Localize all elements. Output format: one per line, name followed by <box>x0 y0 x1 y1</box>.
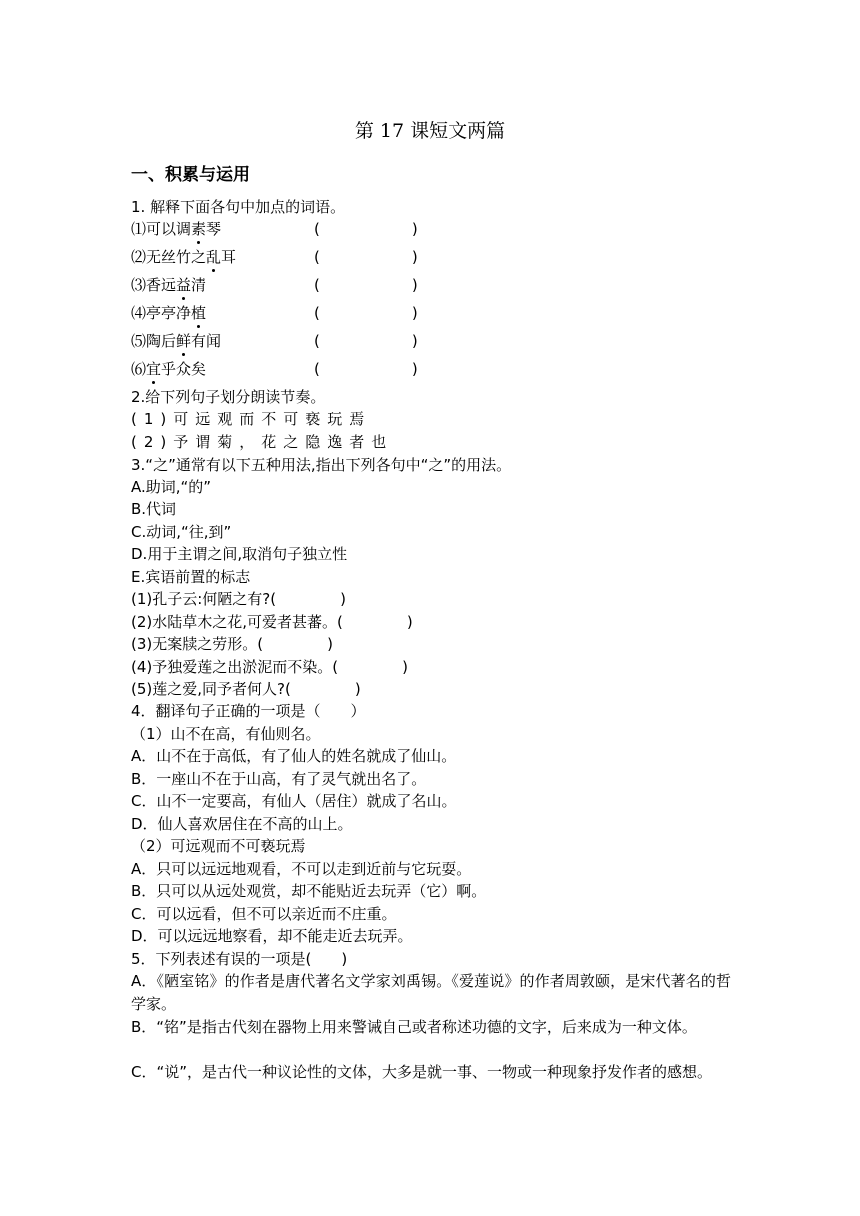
q3-item: (5)莲之爱,同予者何人?( ) <box>131 680 361 698</box>
q4-option: C．山不一定要高，有仙人（居住）就成了名山。 <box>131 792 457 810</box>
q4-option: A．山不在于高低，有了仙人的姓名就成了仙山。 <box>131 747 457 765</box>
q3-option: D.用于主谓之间,取消句子独立性 <box>131 545 348 563</box>
q2-stem: 2.给下列句子划分朗读节奏。 <box>131 388 326 406</box>
q3-item: (4)予独爱莲之出淤泥而不染。( ) <box>131 658 408 676</box>
q4-option: A．只可以远远地观看，不可以走到近前与它玩耍。 <box>131 860 472 878</box>
q3-option: B.代词 <box>131 500 177 518</box>
q3-item: (2)水陆草木之花,可爱者甚蕃。( ) <box>131 613 413 631</box>
q5-option: B．“铭”是指古代刻在器物上用来警诫自己或者称述功德的文字，后来成为一种文体。 <box>131 1018 697 1036</box>
q2-item: (2)予谓菊，花之隐逸者也 <box>131 433 394 451</box>
section-heading: 一、积累与运用 <box>131 165 250 185</box>
q4-option: B．一座山不在于山高，有了灵气就出名了。 <box>131 770 427 788</box>
q4-stem: 4．翻译句子正确的一项是（ ） <box>131 702 366 720</box>
page-title: 第 17 课短文两篇 <box>354 120 506 142</box>
q4-option: D．可以远远地察看，却不能走近去玩弄。 <box>131 927 413 945</box>
q3-stem: 3.“之”通常有以下五种用法,指出下列各句中“之”的用法。 <box>131 456 512 474</box>
emphasis-dot-char: 益 <box>176 276 192 294</box>
q5-option: C．“说”，是古代一种议论性的文体，大多是就一事、一物或一种现象抒发作者的感想。 <box>131 1063 713 1081</box>
q3-option: E.宾语前置的标志 <box>131 568 251 586</box>
q1-item: ⑶香远益清 ( ) <box>131 276 418 294</box>
q3-item: (3)无案牍之劳形。( ) <box>131 635 333 653</box>
q4-option: D．仙人喜欢居住在不高的山上。 <box>131 815 353 833</box>
q3-option: C.动词,“往,到” <box>131 523 232 541</box>
emphasis-dot-char: 素 <box>191 220 207 238</box>
emphasis-dot-char: 鲜 <box>176 332 192 350</box>
q3-item: (1)孔子云:何陋之有?( ) <box>131 590 346 608</box>
emphasis-dot-char: 植 <box>191 304 207 322</box>
q4-subquestion: （2）可远观而不可亵玩焉 <box>131 837 306 855</box>
q1-item: ⑵无丝竹之乱耳 ( ) <box>131 248 418 266</box>
q4-option: B．只可以从远处观赏，却不能贴近去玩弄（它）啊。 <box>131 882 487 900</box>
emphasis-dot-char: 宜 <box>146 360 162 378</box>
q5-stem: 5．下列表述有误的一项是( ) <box>131 950 348 968</box>
q1-stem: 1. 解释下面各句中加点的词语。 <box>131 198 346 216</box>
q1-item: ⑸陶后鲜有闻 ( ) <box>131 332 418 350</box>
q5-option: A．《陋室铭》的作者是唐代著名文学家刘禹锡。《爱莲说》的作者周敦颐，是宋代著名的哲学家。 <box>131 972 731 1013</box>
q3-option: A.助词,“的” <box>131 478 212 496</box>
q1-item: ⑹宜乎众矣 ( ) <box>131 360 418 378</box>
q1-item: ⑷亭亭净植 ( ) <box>131 304 418 322</box>
q4-subquestion: （1）山不在高，有仙则名。 <box>131 725 321 743</box>
q1-item: ⑴可以调素琴 ( ) <box>131 220 418 238</box>
q2-item: (1)可远观而不可亵玩焉 <box>131 410 372 428</box>
q4-option: C．可以远看，但不可以亲近而不庄重。 <box>131 905 397 923</box>
emphasis-dot-char: 乱 <box>206 248 222 266</box>
